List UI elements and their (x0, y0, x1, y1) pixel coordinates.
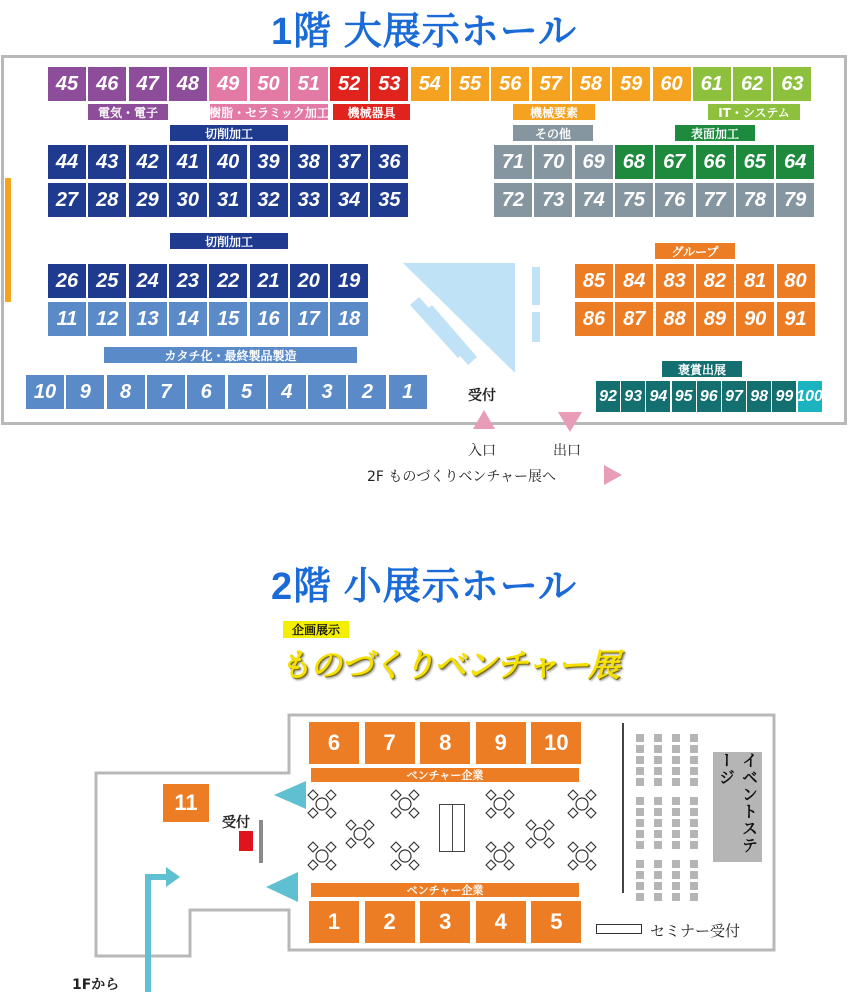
booth-1f-43[interactable]: 43 (88, 145, 126, 179)
category-it: IT・システム (708, 104, 800, 120)
category-cutting-1: 切削加工 (170, 125, 288, 141)
central-plaza-shapes (395, 255, 555, 380)
booth-1f-68[interactable]: 68 (615, 145, 653, 179)
category-award: 褒賞出展 (662, 361, 742, 377)
special-exhibit-tag: 企画展示 (283, 621, 349, 638)
booth-1f-83[interactable]: 83 (656, 264, 694, 298)
booth-1f-27[interactable]: 27 (48, 183, 86, 217)
exit-arrow-icon (557, 411, 583, 433)
seat (636, 871, 644, 879)
booth-1f-93[interactable]: 93 (621, 381, 645, 412)
seat (654, 767, 662, 775)
category-machine-parts: 機械要素 (513, 104, 595, 120)
hall1-side-door (5, 178, 11, 302)
seat (690, 767, 698, 775)
booth-1f-60[interactable]: 60 (653, 67, 691, 101)
round-table-7 (308, 842, 336, 870)
booth-1f-19[interactable]: 19 (330, 264, 368, 298)
seat (636, 808, 644, 816)
booth-2f-9[interactable]: 9 (476, 722, 526, 764)
seat (690, 841, 698, 849)
arrow-bottom-icon (264, 871, 300, 903)
booth-1f-98[interactable]: 98 (747, 381, 771, 412)
booth-1f-14[interactable]: 14 (169, 302, 207, 336)
booth-1f-81[interactable]: 81 (736, 264, 774, 298)
category-other: その他 (513, 125, 593, 141)
venture-label-bottom: ベンチャー企業 (311, 883, 579, 897)
entrance-label: 入口 (468, 443, 496, 459)
booth-1f-73[interactable]: 73 (534, 183, 572, 217)
booth-1f-91[interactable]: 91 (777, 302, 815, 336)
round-table-6 (526, 820, 554, 848)
seat (690, 756, 698, 764)
booth-1f-80[interactable]: 80 (777, 264, 815, 298)
booth-1f-78[interactable]: 78 (736, 183, 774, 217)
seat (636, 841, 644, 849)
booth-1f-72[interactable]: 72 (494, 183, 532, 217)
booth-1f-89[interactable]: 89 (696, 302, 734, 336)
seat (690, 819, 698, 827)
seat (690, 797, 698, 805)
seat (690, 893, 698, 901)
booth-1f-53[interactable]: 53 (370, 67, 408, 101)
seat (654, 893, 662, 901)
booth-1f-50[interactable]: 50 (250, 67, 288, 101)
seat (672, 756, 680, 764)
booth-1f-39[interactable]: 39 (250, 145, 288, 179)
booth-1f-59[interactable]: 59 (612, 67, 650, 101)
booth-1f-5[interactable]: 5 (228, 375, 266, 409)
booth-1f-90[interactable]: 90 (736, 302, 774, 336)
seat (690, 882, 698, 890)
booth-1f-11[interactable]: 11 (48, 302, 86, 336)
booth-1f-96[interactable]: 96 (697, 381, 721, 412)
booth-1f-24[interactable]: 24 (129, 264, 167, 298)
booth-1f-38[interactable]: 38 (290, 145, 328, 179)
booth-1f-28[interactable]: 28 (88, 183, 126, 217)
seat (690, 860, 698, 868)
round-table-2 (391, 790, 419, 818)
seat (636, 819, 644, 827)
booth-1f-41[interactable]: 41 (169, 145, 207, 179)
booth-1f-15[interactable]: 15 (209, 302, 247, 336)
seat (672, 830, 680, 838)
category-resin: 樹脂・セラミック加工 (209, 105, 329, 120)
booth-1f-94[interactable]: 94 (646, 381, 670, 412)
booth-1f-100[interactable]: 100 (798, 381, 822, 412)
booth-1f-55[interactable]: 55 (451, 67, 489, 101)
seat (654, 756, 662, 764)
booth-2f-1[interactable]: 1 (309, 901, 359, 943)
seat-column-4 (690, 734, 698, 901)
floor2-title: 2階 小展示ホール (271, 566, 577, 608)
booth-1f-66[interactable]: 66 (696, 145, 734, 179)
booth-1f-62[interactable]: 62 (733, 67, 771, 101)
booth-1f-63[interactable]: 63 (773, 67, 811, 101)
seat (690, 745, 698, 753)
seat (654, 882, 662, 890)
seat (672, 860, 680, 868)
category-cutting-2: 切削加工 (170, 233, 288, 249)
booth-1f-49[interactable]: 49 (209, 67, 247, 101)
round-table-10 (568, 842, 596, 870)
round-table-8 (391, 842, 419, 870)
booth-1f-76[interactable]: 76 (655, 183, 693, 217)
booth-1f-87[interactable]: 87 (615, 302, 653, 336)
seat (672, 819, 680, 827)
booth-1f-82[interactable]: 82 (696, 264, 734, 298)
booth-1f-69[interactable]: 69 (575, 145, 613, 179)
round-table-9 (486, 842, 514, 870)
booth-2f-10[interactable]: 10 (531, 722, 581, 764)
floor1-title: 1階 大展示ホール (271, 11, 577, 53)
seat (672, 734, 680, 742)
seat (672, 893, 680, 901)
booth-1f-10[interactable]: 10 (26, 375, 64, 409)
seat (672, 797, 680, 805)
seat (672, 841, 680, 849)
to-2f-label: 2F ものづくりベンチャー展へ (367, 469, 556, 485)
booth-1f-23[interactable]: 23 (169, 264, 207, 298)
special-exhibit-title: ものづくりベンチャー展 (279, 646, 620, 684)
center-table (439, 804, 465, 852)
seat (654, 830, 662, 838)
booth-1f-64[interactable]: 64 (776, 145, 814, 179)
booth-1f-42[interactable]: 42 (129, 145, 167, 179)
booth-1f-29[interactable]: 29 (129, 183, 167, 217)
exit-label: 出口 (553, 443, 581, 459)
category-final-product: カタチ化・最終製品製造 (104, 347, 357, 363)
seat (636, 778, 644, 786)
seat (636, 882, 644, 890)
seat (654, 808, 662, 816)
route-from-1f-arrow-icon (128, 862, 188, 997)
reception-label-1f: 受付 (468, 388, 496, 404)
seating-divider (622, 723, 624, 893)
booth-2f-6[interactable]: 6 (309, 722, 359, 764)
booth-1f-48[interactable]: 48 (169, 67, 207, 101)
booth-1f-75[interactable]: 75 (615, 183, 653, 217)
booth-1f-95[interactable]: 95 (672, 381, 696, 412)
seat (690, 808, 698, 816)
seat-column-1 (636, 734, 644, 901)
round-table-1 (308, 790, 336, 818)
central-rect-2 (532, 312, 540, 342)
booth-1f-79[interactable]: 79 (776, 183, 814, 217)
booth-1f-20[interactable]: 20 (290, 264, 328, 298)
seat (636, 830, 644, 838)
seat (690, 830, 698, 838)
to-2f-arrow-icon (603, 464, 623, 486)
booth-1f-31[interactable]: 31 (209, 183, 247, 217)
booth-1f-35[interactable]: 35 (370, 183, 408, 217)
booth-2f-8[interactable]: 8 (420, 722, 470, 764)
reception-desk-2f (239, 831, 253, 851)
seat (636, 756, 644, 764)
booth-1f-4[interactable]: 4 (268, 375, 306, 409)
seat (636, 797, 644, 805)
booth-1f-47[interactable]: 47 (129, 67, 167, 101)
booth-2f-5[interactable]: 5 (531, 901, 581, 943)
booth-1f-51[interactable]: 51 (290, 67, 328, 101)
booth-1f-58[interactable]: 58 (572, 67, 610, 101)
seat (672, 767, 680, 775)
seat (636, 734, 644, 742)
booth-1f-18[interactable]: 18 (330, 302, 368, 336)
seat (636, 767, 644, 775)
booth-1f-17[interactable]: 17 (290, 302, 328, 336)
booth-1f-30[interactable]: 30 (169, 183, 207, 217)
booth-1f-16[interactable]: 16 (250, 302, 288, 336)
booth-1f-88[interactable]: 88 (656, 302, 694, 336)
booth-1f-57[interactable]: 57 (532, 67, 570, 101)
from-1f-label: 1Fから (72, 977, 120, 993)
seat (672, 778, 680, 786)
round-table-4 (568, 790, 596, 818)
seat (654, 841, 662, 849)
central-rect-1 (532, 267, 540, 305)
booth-1f-85[interactable]: 85 (575, 264, 613, 298)
booth-1f-54[interactable]: 54 (411, 67, 449, 101)
seat (672, 871, 680, 879)
seat (636, 745, 644, 753)
booth-1f-13[interactable]: 13 (129, 302, 167, 336)
booth-1f-84[interactable]: 84 (615, 264, 653, 298)
seat-column-3 (672, 734, 680, 901)
booth-2f-11[interactable]: 11 (163, 784, 209, 822)
booth-1f-52[interactable]: 52 (330, 67, 368, 101)
booth-1f-61[interactable]: 61 (693, 67, 731, 101)
category-group: グループ (655, 243, 735, 259)
seat (654, 819, 662, 827)
seat (654, 745, 662, 753)
seat (654, 860, 662, 868)
booth-1f-40[interactable]: 40 (209, 145, 247, 179)
booth-1f-12[interactable]: 12 (88, 302, 126, 336)
booth-1f-36[interactable]: 36 (370, 145, 408, 179)
seat (654, 871, 662, 879)
booth-2f-4[interactable]: 4 (476, 901, 526, 943)
booth-1f-97[interactable]: 97 (722, 381, 746, 412)
venture-label-top: ベンチャー企業 (311, 768, 579, 782)
booth-1f-3[interactable]: 3 (308, 375, 346, 409)
booth-1f-56[interactable]: 56 (491, 67, 529, 101)
booth-1f-70[interactable]: 70 (534, 145, 572, 179)
booth-1f-2[interactable]: 2 (348, 375, 386, 409)
booth-1f-67[interactable]: 67 (655, 145, 693, 179)
category-machine-equip: 機械器具 (333, 104, 410, 120)
booth-1f-77[interactable]: 77 (696, 183, 734, 217)
category-surface: 表面加工 (675, 125, 755, 141)
booth-1f-46[interactable]: 46 (88, 67, 126, 101)
booth-1f-99[interactable]: 99 (772, 381, 796, 412)
booth-1f-92[interactable]: 92 (596, 381, 620, 412)
booth-1f-74[interactable]: 74 (575, 183, 613, 217)
booth-2f-2[interactable]: 2 (365, 901, 415, 943)
booth-1f-7[interactable]: 7 (147, 375, 185, 409)
seminar-reception-label: セミナー受付 (650, 922, 741, 940)
booth-1f-33[interactable]: 33 (290, 183, 328, 217)
seat (690, 871, 698, 879)
booth-1f-1[interactable]: 1 (389, 375, 427, 409)
booth-1f-32[interactable]: 32 (250, 183, 288, 217)
booth-1f-34[interactable]: 34 (330, 183, 368, 217)
seat (654, 797, 662, 805)
round-table-5 (346, 820, 374, 848)
reception-label-2f: 受付 (222, 815, 250, 831)
seat (690, 778, 698, 786)
booth-1f-25[interactable]: 25 (88, 264, 126, 298)
seat (672, 882, 680, 890)
seat (672, 808, 680, 816)
booth-1f-45[interactable]: 45 (48, 67, 86, 101)
category-electric: 電気・電子 (88, 104, 168, 120)
round-table-3 (486, 790, 514, 818)
booth-2f-7[interactable]: 7 (365, 722, 415, 764)
booth-1f-6[interactable]: 6 (187, 375, 225, 409)
booth-1f-86[interactable]: 86 (575, 302, 613, 336)
event-stage: イベントステージ (713, 752, 762, 862)
seat (672, 745, 680, 753)
booth-1f-8[interactable]: 8 (107, 375, 145, 409)
booth-1f-44[interactable]: 44 (48, 145, 86, 179)
seat (690, 734, 698, 742)
booth-2f-3[interactable]: 3 (420, 901, 470, 943)
seat (636, 893, 644, 901)
seat (636, 860, 644, 868)
entrance-arrow-icon (472, 408, 496, 430)
booth-1f-65[interactable]: 65 (736, 145, 774, 179)
seminar-reception-desk (596, 924, 642, 934)
seat (654, 734, 662, 742)
booth-1f-37[interactable]: 37 (330, 145, 368, 179)
booth-1f-26[interactable]: 26 (48, 264, 86, 298)
booth-1f-22[interactable]: 22 (209, 264, 247, 298)
booth-1f-21[interactable]: 21 (250, 264, 288, 298)
booth-1f-9[interactable]: 9 (66, 375, 104, 409)
booth-1f-71[interactable]: 71 (494, 145, 532, 179)
seat (654, 778, 662, 786)
seat-column-2 (654, 734, 662, 901)
